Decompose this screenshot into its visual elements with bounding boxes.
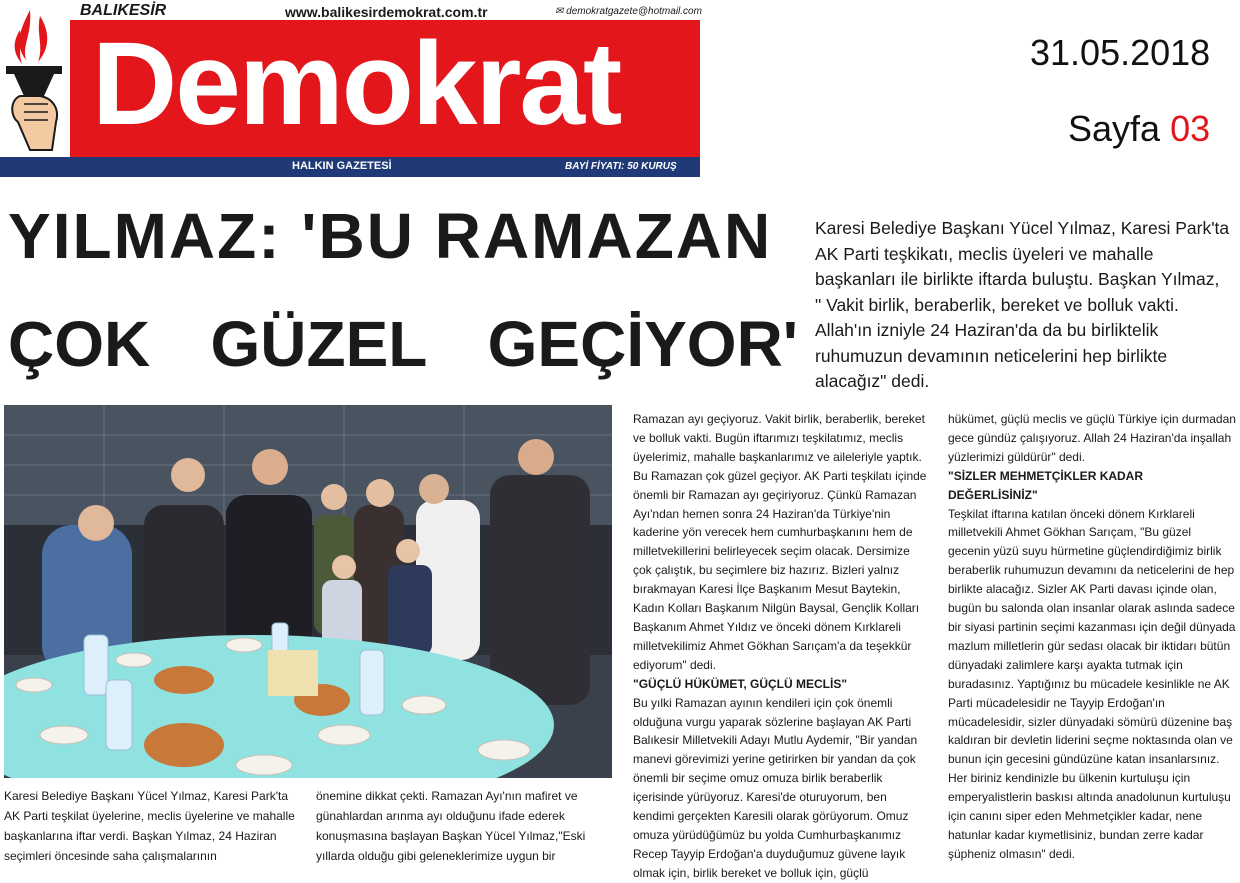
article-subheading: "SİZLER MEHMETÇİKLER KADAR DEĞERLİSİNİZ" bbox=[948, 468, 1144, 502]
article-paragraph: Bu yılki Ramazan ayının kendileri için çok önemli olduğuna vurgu yaparak sözlerine başlayan AK Parti Balıkesir Milletvekili Adayı Mutlu Aydemir, "Bir yandan manevi görevimizi yerine getirirken bir yandan da çok önemli bir seçime omuz omuza birlik beraberlik içerisinde yürüyoruz. Karesi'de oturuyorum, ben kendimi gerçekten Karesili olarak görüyorum. Omuz omuza yürüdüğümüz bu yolda Cumhurbaşkanımız Recep Tayyip Erdoğan'a duyduğumuz güvene layık olmak için, birlik bereket ve bolluk için, güçlü bbox=[633, 695, 918, 880]
torch-icon bbox=[0, 0, 70, 157]
page-number bbox=[1068, 108, 1210, 150]
email-text: demokratgazete@hotmail.com bbox=[566, 6, 702, 17]
headline-word: GEÇİYOR' bbox=[487, 308, 798, 380]
article-subheading: "GÜÇLÜ HÜKÜMET, GÜÇLÜ MECLİS" bbox=[633, 676, 848, 691]
headline-word: ÇOK bbox=[8, 308, 151, 380]
photo-caption-continued: önemine dikkat çekti. Ramazan Ayı'nın mafiret ve günahlardan arınma ayı olduğunu ifade ederek konuşmasına başlayan Başkan Yücel Yılmaz,"Eski yıllarda olduğu gibi geleneklerimize uygun bir bbox=[316, 789, 586, 863]
masthead-tagline: HALKIN GAZETESİ bbox=[292, 160, 392, 172]
article-lede: Karesi Belediye Başkanı Yücel Yılmaz, Karesi Park'ta AK Parti teşkikatı, meclis üyeleri ve mahalle başkanları ile birlikte iftarda buluştu. Başkan Yılmaz, " Vakit birlik, beraberlik, bereket ve bolluk vakti. Allah'ın izniyle 24 Haziran'da da bu birliktelik ruhumuzun devamının neticelerini hep birlikte alacağız" dedi. bbox=[815, 218, 1230, 391]
article-column-3 bbox=[948, 410, 1236, 864]
headline-word: GÜZEL bbox=[210, 308, 428, 380]
page-label-text: Sayfa bbox=[1068, 108, 1161, 149]
issue-date: 31.05.2018 bbox=[1030, 32, 1211, 73]
email-icon: ✉ bbox=[555, 6, 567, 17]
torch-logo bbox=[0, 0, 70, 157]
headline-line-1: YILMAZ: 'BU RAMAZAN bbox=[8, 200, 773, 272]
masthead-website[interactable]: www.balikesirdemokrat.com.tr bbox=[285, 4, 488, 20]
masthead-price: BAYİ FİYATI: 50 KURUŞ bbox=[565, 161, 677, 172]
event-photo bbox=[4, 405, 612, 778]
headline-line-2 bbox=[8, 308, 798, 380]
masthead-city: BALIKESİR bbox=[80, 2, 167, 19]
article-paragraph: Teşkilat iftarına katılan önceki dönem Kırklareli milletvekili Ahmet Gökhan Sarıçam, "Bu güzel gecenin yüzü suyu hürmetine güçlendirdiğimiz birlik beraberlik ruhumuzun devamını da neticelerini de hep birlikte alacağız. Sizler AK Parti davası içinde olan, bugün bu salonda olan insanlar olarak aslında sadece bir siyasi partinin seçimi kazanması için değil dünyada mazlum milletlerin gür sedası olacak bir iktidarı bütün dünyadaki zalimlere karşı ayakta tutmak için buradasınız. Yaptığınız bu mücadele kesinlikle ne AK Parti mücadelesidir ne Tayyip Erdoğan'ın mücadelesidir, sizler dünyadaki sömürü düzenine baş kaldıran bir devletin liderini seçme noktasında olan ve bunun için gecesini gündüzüne katan insanlarsınız. Her biriniz kendinizle bu ülkenin kurtuluşu için emperyalistlerin baskısı altında anadolunun kurtuluşu için canını siper eden Mehmetçikler kadar, nene hatunlar kadar kıymetlisiniz, bundan zerre kadar şüpheniz olmasın" dedi. bbox=[948, 506, 1236, 861]
iftar-photo-illustration bbox=[4, 405, 612, 778]
article-paragraph: hükümet, güçlü meclis ve güçlü Türkiye için durmadan gece gündüz çalışıyoruz. Allah 24 Haziran'da inşallah yüzlerimizi güldürür" dedi. bbox=[948, 412, 1236, 464]
article-column-2 bbox=[633, 410, 929, 883]
page-number-value: 03 bbox=[1170, 108, 1211, 149]
photo-caption: Karesi Belediye Başkanı Yücel Yılmaz, Karesi Park'ta AK Parti teşkilat üyelerine, meclis üyelerine ve mahalle başkanlarına iftar verdi. Başkan Yılmaz, 24 Haziran seçimleri öncesinde saha çalışmalarının bbox=[4, 789, 295, 863]
article-paragraph: Ramazan ayı geçiyoruz. Vakit birlik, beraberlik, bereket ve bolluk vakti. Bugün iftarımızı teşkilatımız, meclis üyelerimiz, mahalle başkanlarımız ve aileleriyle yaptık. Bu Ramazan çok güzel geçiyor. AK Parti teşkilatı içinde önemli bir Ramazan ayı geçiriyoruz. Çünkü Ramazan Ayı'ndan hemen sonra 24 Haziran'da Türkiye'nin kaderine yön verecek hem cumhurbaşkanını hem de milletvekillerini belirleyecek seçim olacak. Dersimize çok çalıştık, bu seçimlere biz hazırız. Bizleri yalnız bırakmayan Karesi İlçe Başkanım Mesut Baytekin, Kadın Kolları Başkanım Nilgün Baysal, Gençlik Kolları Başkanım Ahmet Yıldız ve önceki dönem Kırklareli milletvekilimiz Ahmet Gökhan Sarıçam'a da teşekkür ediyorum" dedi. bbox=[633, 412, 927, 672]
masthead-wordmark: Demokrat bbox=[92, 18, 621, 150]
